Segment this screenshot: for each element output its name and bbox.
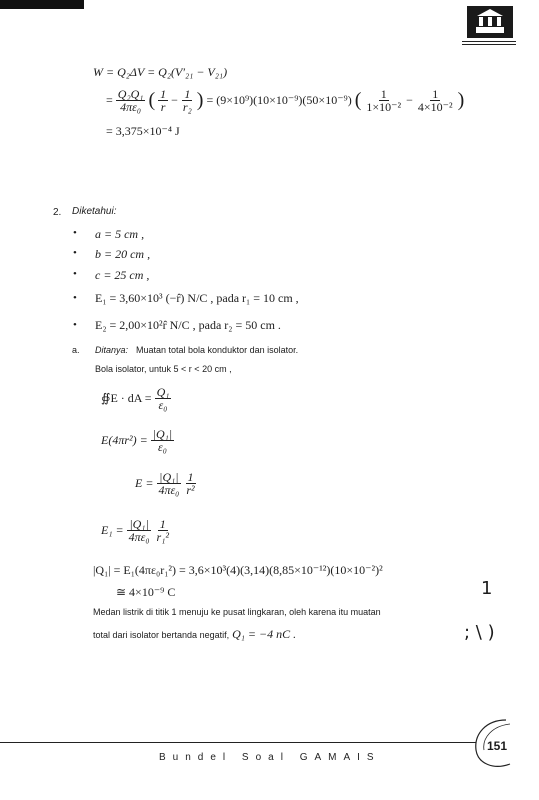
step3-lhs: E = [135, 476, 154, 490]
footer-text: Bundel Soal GAMAIS [159, 752, 381, 763]
asked-label: Ditanya: [95, 345, 129, 355]
fraction-q2q1: $\frac{\text{Q₂Q₁}}{\text{4πε₀}}$ [117, 87, 144, 114]
charge-approx: ≅ 4×10⁻⁹ C [116, 585, 176, 599]
given-label: Diketahui: [72, 206, 117, 217]
bullet-5: • [73, 319, 77, 331]
bullet-1: • [73, 227, 77, 239]
given-item: b = 20 cm , [95, 247, 151, 261]
logo-underline-2 [462, 44, 516, 45]
work-result: = 3,375×10⁻⁴ J [106, 124, 180, 138]
given-item: E₁ = 3,60×10³ (−r̂) N/C , pada r₁ = 10 cm , [95, 291, 299, 305]
conclusion-value: Q₁ = −4 nC . [232, 627, 297, 641]
bullet-4: • [73, 292, 77, 304]
logo-underline [462, 41, 516, 42]
conclusion-line1: Medan listrik di titik 1 menuju ke pusat lingkaran, oleh karena itu muatan [93, 607, 381, 617]
conclusion-line2 [93, 627, 296, 642]
step4-lhs: E₁ = [101, 523, 124, 537]
gauss-equation: ∯E · dA = $\frac{\text{Q₁}}{\text{ε₀}}$ [101, 385, 170, 412]
handwritten-mark-2: ; \ ) [464, 622, 495, 643]
given-item: a = 5 cm , [95, 227, 145, 241]
top-bar-decoration [0, 0, 84, 9]
charge-calculation: |Q₁| = E₁(4πε₀r₁²) = 3,6×10³(4)(3,14)(8,85×10⁻¹²)(10×10⁻²)² [93, 563, 383, 577]
handwritten-mark: 1 [481, 578, 493, 599]
work-equation-line2: = $\frac{\text{Q₂Q₁}}{\text{4πε₀}}$ ( $\frac{1}{r}$ − $\frac{1}{\text{r₂}}$ ) = (9×10⁹)(10×10⁻⁹)(50×10⁻⁹) ( $\frac{1}{\text{1×10⁻²}}$ − $\frac{1}{\text{4×10⁻²}}$ ) [106, 87, 465, 114]
bullet-3: • [73, 268, 77, 280]
logo-icon [467, 6, 513, 38]
problem-number: 2. [53, 207, 62, 218]
gauss-step4: E₁ = $\frac{\text{|Q₁|}}{\text{4πε₀}}$ $\frac{1}{\text{r₁²}}$ [101, 517, 169, 544]
bullet-2: • [73, 247, 77, 259]
conclusion-text: total dari isolator bertanda negatif, [93, 630, 230, 640]
given-item: c = 25 cm , [95, 268, 150, 282]
gauss-lhs: ∯E · dA = [101, 391, 152, 405]
given-item: E₂ = 2,00×10²r̂ N/C , pada r₂ = 50 cm . [95, 318, 281, 332]
part-a-label: a. [72, 345, 80, 355]
footer-rule [0, 742, 476, 743]
insulator-text: Bola isolator, untuk 5 < r < 20 cm , [95, 364, 232, 374]
work-constants: = (9×10⁹)(10×10⁻⁹)(50×10⁻⁹) [206, 93, 352, 107]
work-equation-line1: W = Q₂ΔV = Q₂(V′₂₁ − V₂₁) [93, 65, 228, 79]
step2-lhs: E(4πr²) = [101, 433, 148, 447]
gauss-step3: E = $\frac{\text{|Q₁|}}{\text{4πε₀}}$ $\frac{1}{\text{r²}}$ [135, 470, 195, 497]
equals-sign: = [106, 93, 113, 107]
gauss-step2: E(4πr²) = $\frac{\text{|Q₁|}}{\text{ε₀}}$ [101, 427, 173, 454]
page-number: 151 [486, 739, 508, 753]
asked-text: Muatan total bola konduktor dan isolator. [136, 345, 299, 355]
